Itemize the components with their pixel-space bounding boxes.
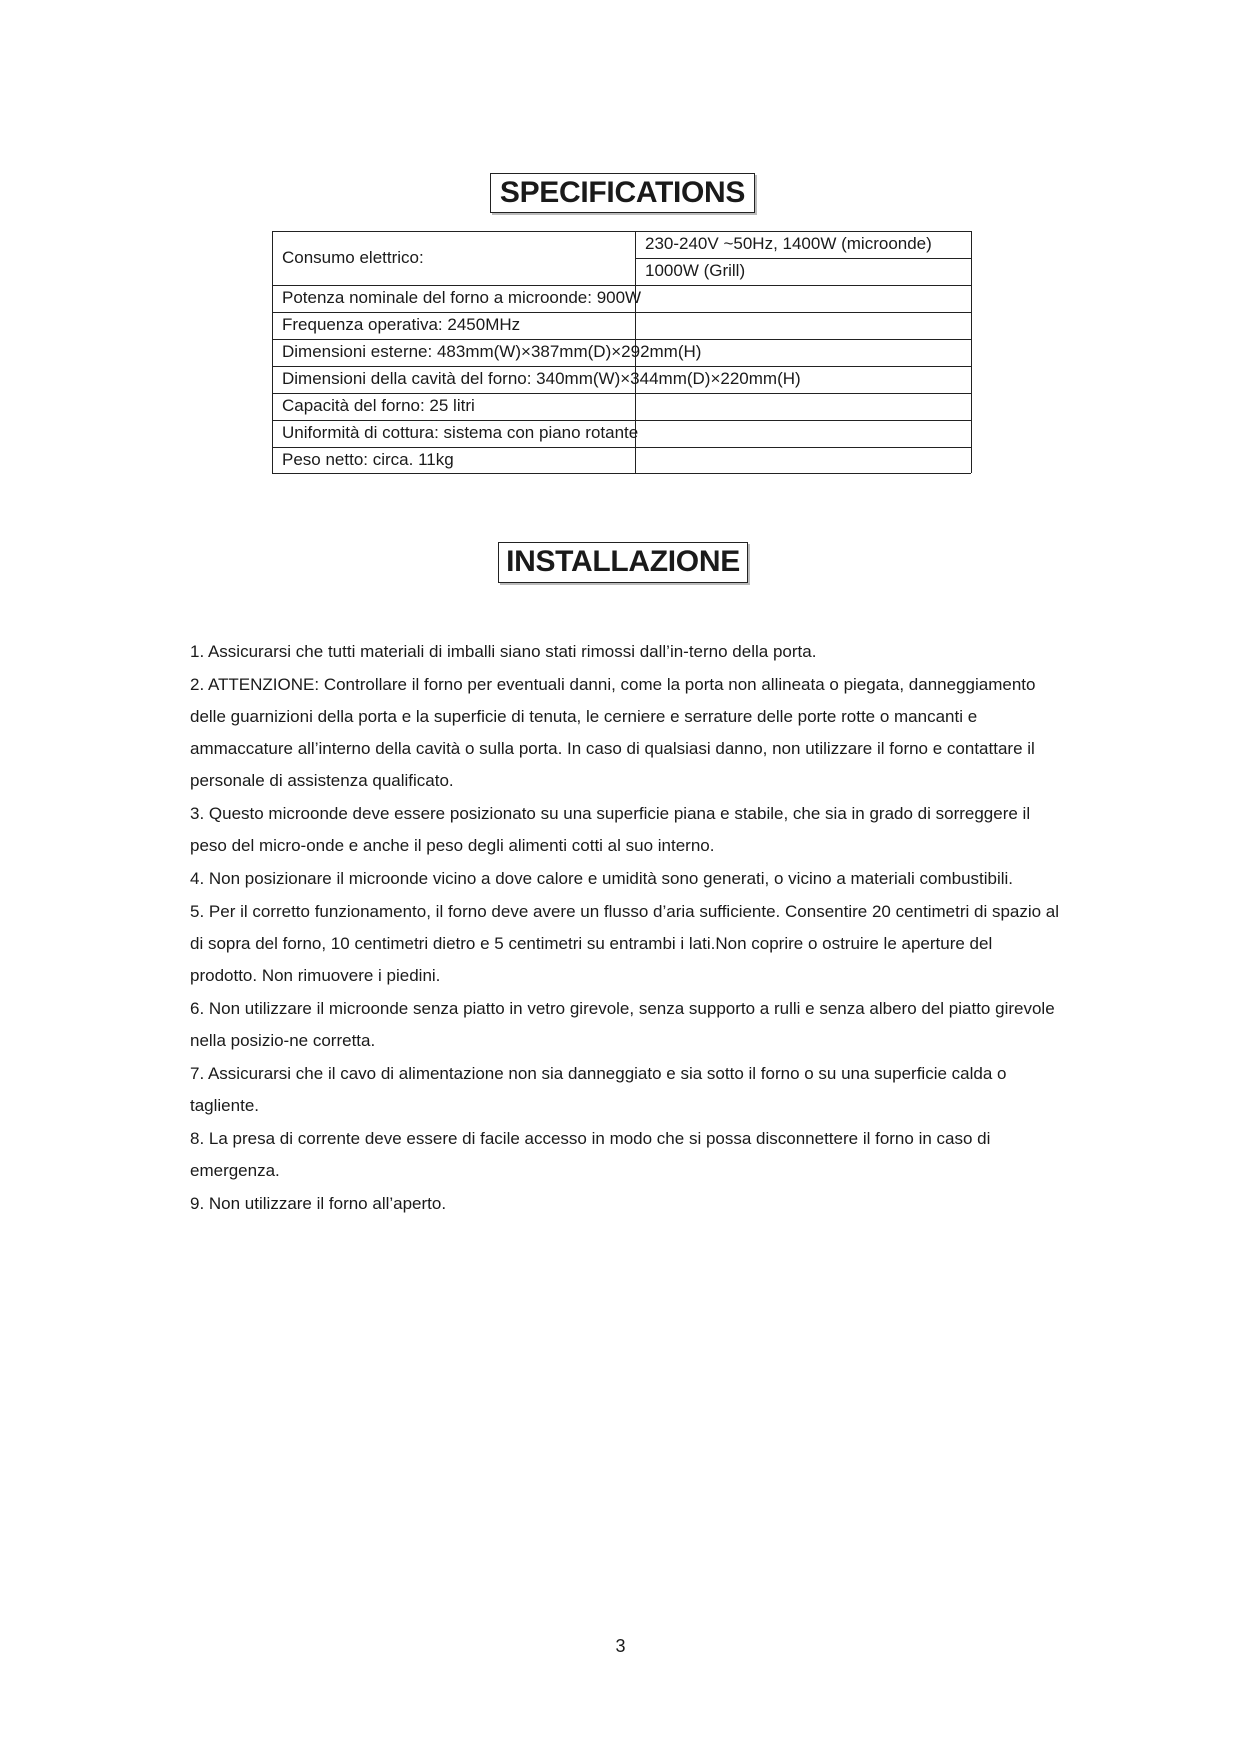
spec-row-dimensioni-esterne: Dimensioni esterne: 483mm(W)×387mm(D)×292mm(H) <box>282 342 702 361</box>
spec-label-consumo: Consumo elettrico: <box>282 248 424 267</box>
spec-row-frequenza: Frequenza operativa: 2450MHz <box>282 315 521 334</box>
spec-row-potenza: Potenza nominale del forno a microonde: 900W <box>282 288 642 307</box>
spec-row-peso: Peso netto: circa. 11kg <box>282 450 454 469</box>
list-item: 4. Non posizionare il microonde vicino a dove calore e umidità sono generati, o vicino a materiali combustibili. <box>190 869 1014 888</box>
list-item: 3. Questo microonde deve essere posizionato su una superficie piana e stabile, che sia in grado di sorreggere il peso del micro-onde e anche il peso degli alimenti cotti al suo interno. <box>190 804 1031 855</box>
list-item: 8. La presa di corrente deve essere di facile accesso in modo che si possa disconnettere il forno in caso di emergenza. <box>190 1129 991 1180</box>
specifications-title: SPECIFICATIONS <box>490 173 755 213</box>
spec-value-consumo-line2: 1000W (Grill) <box>645 261 746 280</box>
spec-row-capacita: Capacità del forno: 25 litri <box>282 396 475 415</box>
list-item: 1. Assicurarsi che tutti materiali di imballi siano stati rimossi dall’in-terno della porta. <box>190 642 817 661</box>
spec-value-consumo-line1: 230-240V ~50Hz, 1400W (microonde) <box>645 234 932 253</box>
installazione-list <box>190 636 1060 1221</box>
installazione-title: INSTALLAZIONE <box>498 542 748 583</box>
page-number: 3 <box>615 1636 626 1656</box>
spec-row-uniformita: Uniformità di cottura: sistema con piano rotante <box>282 423 639 442</box>
list-item: 6. Non utilizzare il microonde senza piatto in vetro girevole, senza supporto a rulli e senza albero del piatto girevole nella posizio-ne corretta. <box>190 999 1055 1050</box>
spec-row-dimensioni-cavita: Dimensioni della cavità del forno: 340mm(W)×344mm(D)×220mm(H) <box>282 369 801 388</box>
list-item: 7. Assicurarsi che il cavo di alimentazione non sia danneggiato e sia sotto il forno o su una superficie calda o tagliente. <box>190 1064 1007 1115</box>
specifications-table <box>272 231 971 473</box>
list-item: 2. ATTENZIONE: Controllare il forno per eventuali danni, come la porta non allineata o piegata, danneggiamento delle guarnizioni della porta e la superficie di tenuta, le cerniere e serrature delle porte rotte o mancanti e ammaccature all’interno della cavità o sulla porta. In caso di qualsiasi danno, non utilizzare il forno e contattare il personale di assistenza qualificato. <box>190 675 1036 790</box>
list-item: 5. Per il corretto funzionamento, il forno deve avere un flusso d’aria sufficiente. Consentire 20 centimetri di spazio al di sopra del forno, 10 centimetri dietro e 5 centimetri su entrambi i lati.Non coprire o ostruire le aperture del prodotto. Non rimuovere i piedini. <box>190 902 1060 985</box>
list-item: 9. Non utilizzare il forno all’aperto. <box>190 1194 447 1213</box>
